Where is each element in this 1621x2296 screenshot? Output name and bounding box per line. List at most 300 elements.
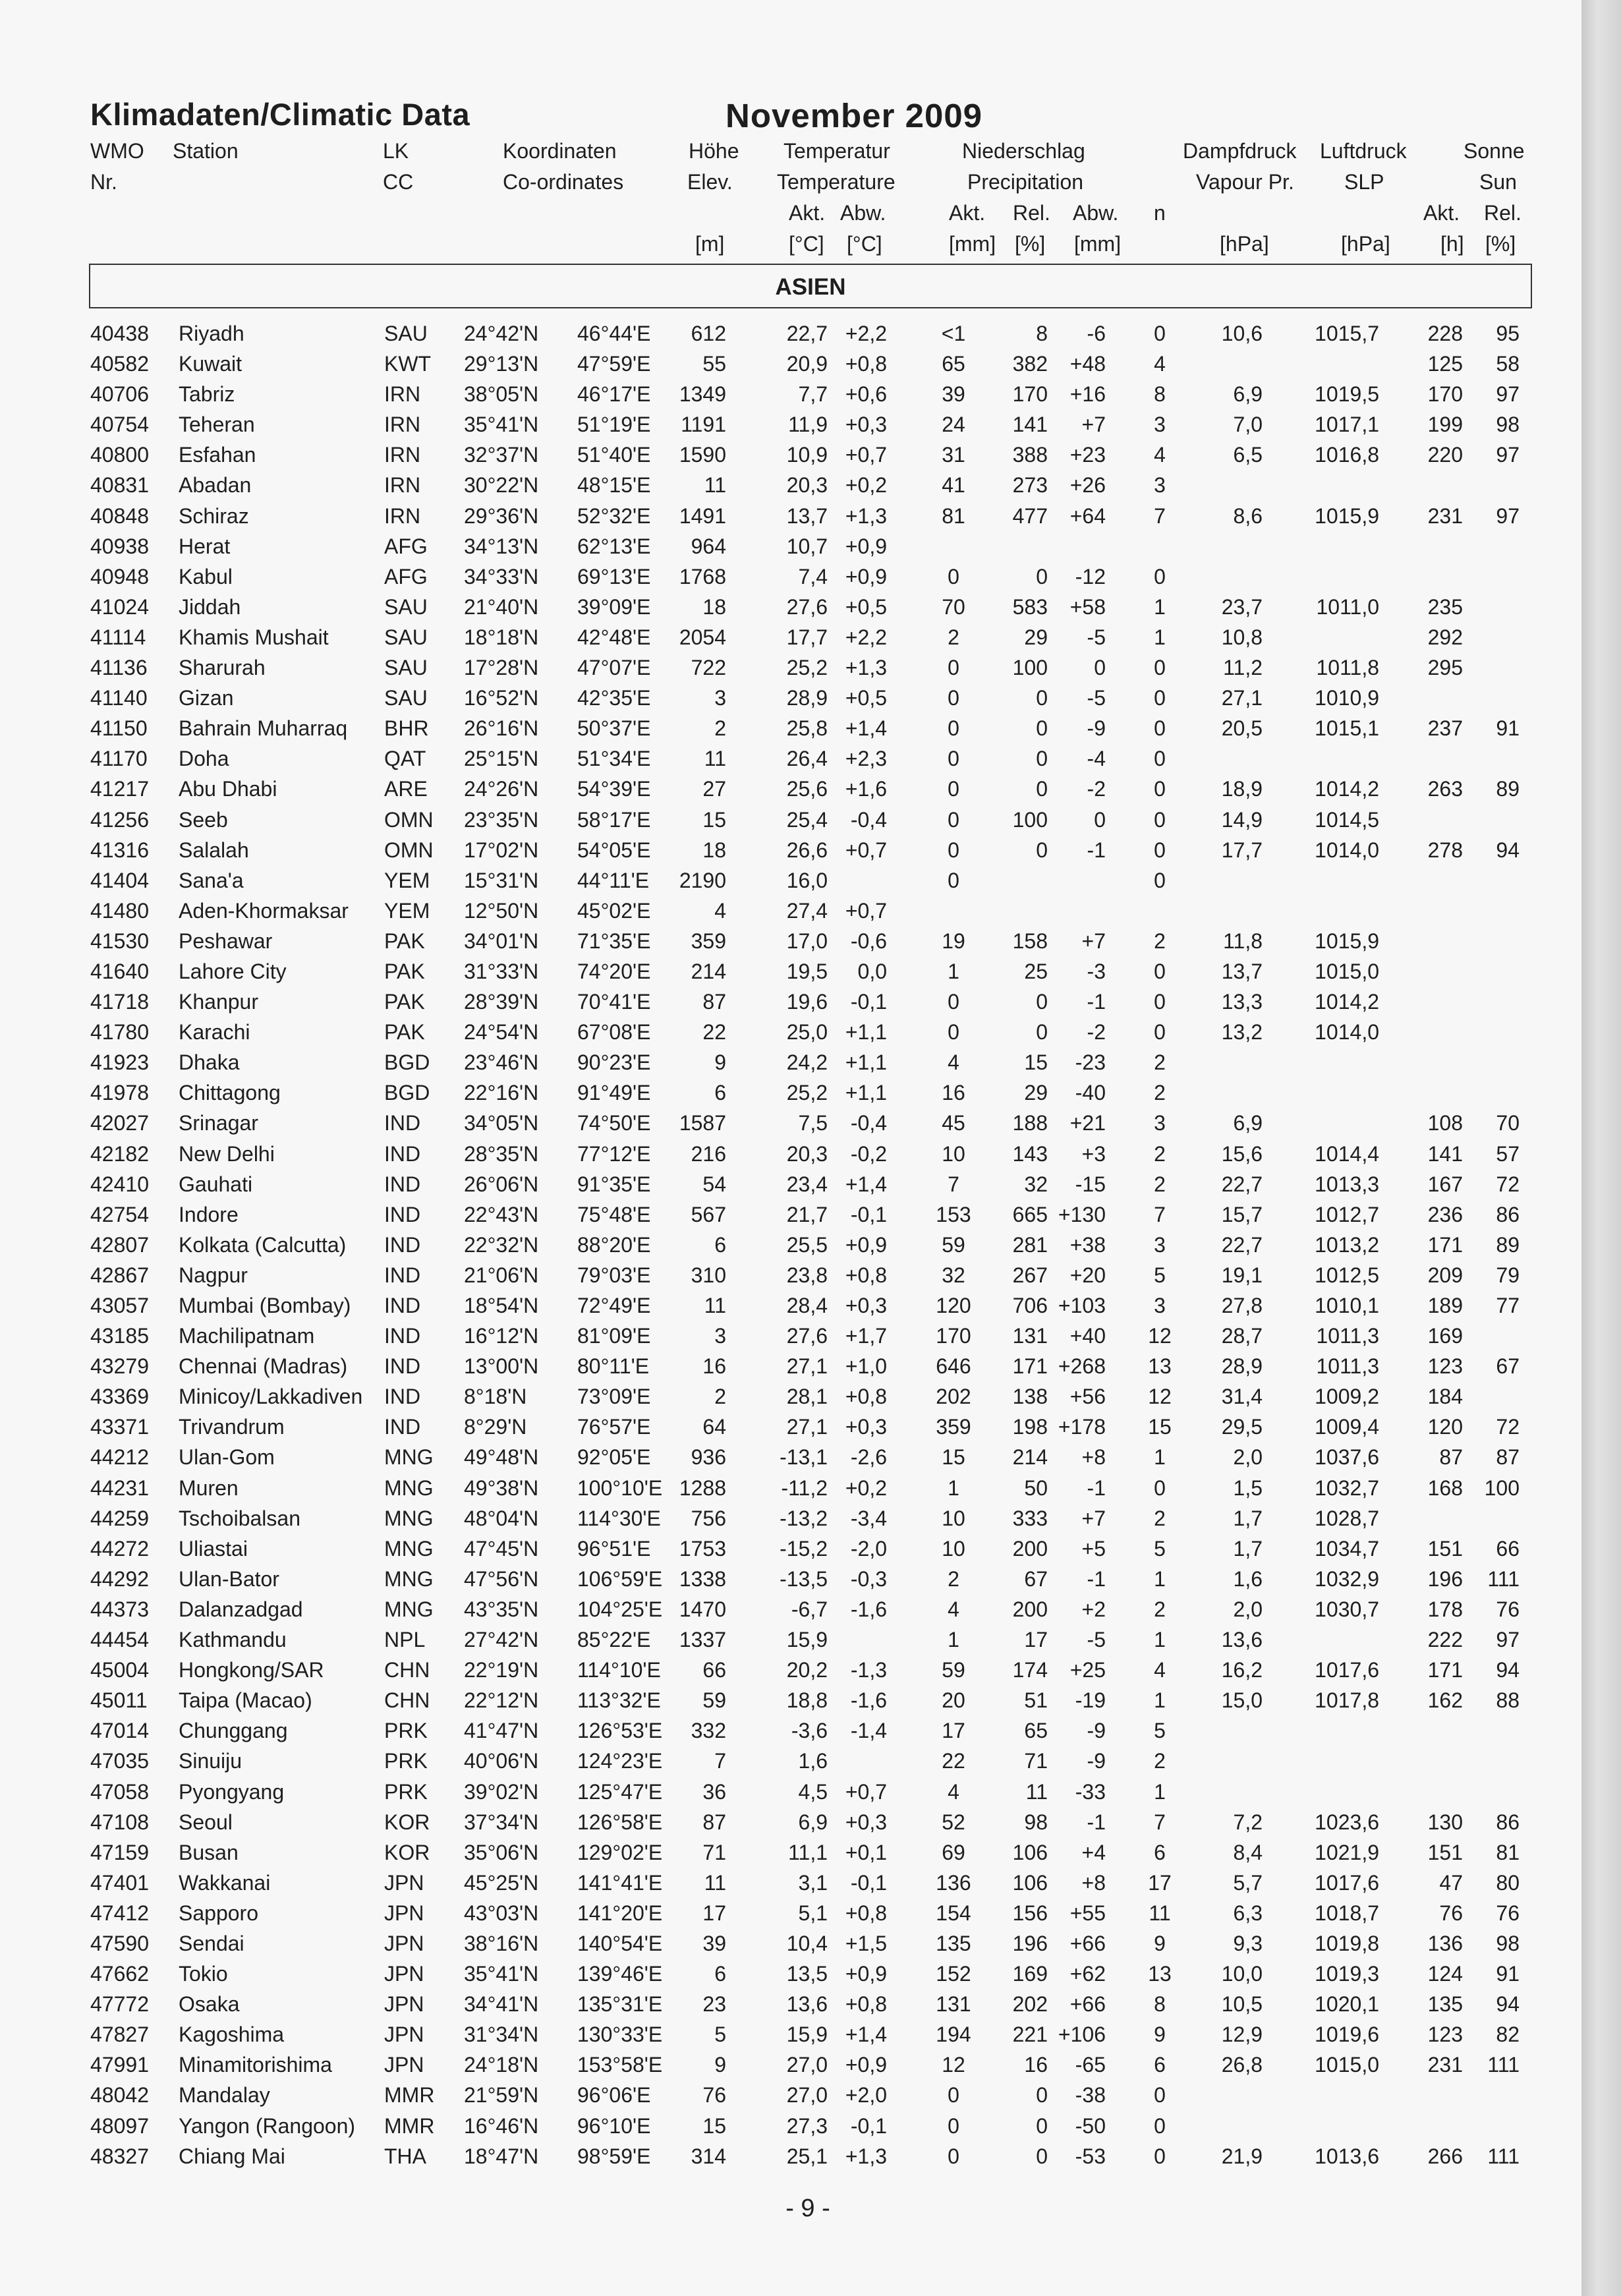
wmo-number: 45011 bbox=[90, 1688, 148, 1713]
latitude: 35°41'N bbox=[464, 1962, 539, 1986]
sea-level-pressure: 1016,8 bbox=[1315, 443, 1379, 467]
precip-deviation: +23 bbox=[1069, 443, 1106, 467]
latitude: 34°01'N bbox=[464, 929, 539, 953]
longitude: 52°32'E bbox=[577, 503, 651, 528]
wmo-number: 42410 bbox=[90, 1172, 149, 1196]
longitude: 130°33'E bbox=[577, 2023, 663, 2047]
wmo-number: 41024 bbox=[90, 594, 149, 619]
sunshine-relative: 72 bbox=[1496, 1172, 1520, 1196]
longitude: 141°41'E bbox=[577, 1870, 663, 1895]
precip-actual: 154 bbox=[936, 1901, 971, 1925]
table-row bbox=[0, 1505, 1581, 1535]
sunshine-hours: 135 bbox=[1427, 1992, 1463, 2017]
country-code: PAK bbox=[384, 990, 425, 1014]
sunshine-hours: 295 bbox=[1427, 656, 1463, 680]
temp-deviation: 0,0 bbox=[857, 959, 887, 983]
precip-days: 7 bbox=[1154, 1810, 1166, 1834]
sea-level-pressure: 1012,5 bbox=[1315, 1263, 1379, 1287]
vapour-pressure: 20,5 bbox=[1221, 716, 1263, 741]
vapour-pressure: 17,7 bbox=[1221, 838, 1263, 862]
sunshine-hours: 151 bbox=[1427, 1536, 1463, 1561]
elevation: 1587 bbox=[679, 1111, 726, 1135]
vapour-pressure: 7,2 bbox=[1233, 1810, 1263, 1834]
precip-days: 0 bbox=[1154, 990, 1166, 1014]
precip-actual: 10 bbox=[942, 1506, 965, 1530]
latitude: 26°06'N bbox=[464, 1172, 539, 1196]
station-name: Osaka bbox=[179, 1992, 240, 2017]
latitude: 15°31'N bbox=[464, 868, 539, 892]
station-name: Jiddah bbox=[179, 594, 241, 619]
elevation: 54 bbox=[702, 1172, 726, 1196]
latitude: 47°56'N bbox=[464, 1566, 539, 1591]
precip-relative: 16 bbox=[1024, 2053, 1048, 2077]
country-code: PRK bbox=[384, 1749, 428, 1773]
table-row bbox=[0, 1475, 1581, 1505]
station-name: Kathmandu bbox=[179, 1628, 287, 1652]
table-row bbox=[0, 1596, 1581, 1626]
latitude: 30°22'N bbox=[464, 473, 539, 498]
precip-days: 0 bbox=[1154, 686, 1166, 710]
wmo-number: 41780 bbox=[90, 1020, 149, 1045]
country-code: YEM bbox=[384, 898, 430, 923]
precip-relative: 281 bbox=[1012, 1232, 1048, 1257]
vapour-pressure: 13,7 bbox=[1221, 959, 1263, 983]
temp-deviation: +0,6 bbox=[845, 382, 887, 407]
longitude: 74°50'E bbox=[577, 1111, 651, 1135]
wmo-number: 48327 bbox=[90, 2144, 149, 2168]
precip-deviation: -9 bbox=[1087, 716, 1106, 741]
precip-actual: 0 bbox=[948, 564, 959, 588]
table-row bbox=[0, 1991, 1581, 2021]
wmo-number: 47827 bbox=[90, 2023, 149, 2047]
sea-level-pressure: 1037,6 bbox=[1315, 1445, 1379, 1470]
temp-actual: 27,4 bbox=[786, 898, 828, 923]
latitude: 12°50'N bbox=[464, 898, 539, 923]
header-vapour: Vapour Pr. bbox=[1196, 170, 1294, 194]
vapour-pressure: 1,7 bbox=[1233, 1536, 1263, 1561]
precip-actual: 202 bbox=[936, 1385, 971, 1409]
sunshine-relative: 97 bbox=[1496, 443, 1520, 467]
country-code: MNG bbox=[384, 1476, 434, 1500]
sunshine-hours: 171 bbox=[1427, 1232, 1463, 1257]
station-name: Tabriz bbox=[179, 382, 235, 407]
longitude: 70°41'E bbox=[577, 990, 651, 1014]
elevation: 11 bbox=[704, 473, 726, 498]
temp-actual: 27,0 bbox=[786, 2053, 828, 2077]
temp-actual: 7,4 bbox=[798, 564, 828, 588]
wmo-number: 40938 bbox=[90, 534, 149, 558]
table-row bbox=[0, 594, 1581, 624]
elevation: 17 bbox=[702, 1901, 726, 1925]
latitude: 34°33'N bbox=[464, 564, 539, 588]
temp-actual: -13,5 bbox=[780, 1566, 828, 1591]
temp-deviation: +1,5 bbox=[845, 1931, 887, 1955]
latitude: 43°03'N bbox=[464, 1901, 539, 1925]
vapour-pressure: 2,0 bbox=[1233, 1445, 1263, 1470]
sunshine-hours: 266 bbox=[1427, 2144, 1463, 2168]
header-wmo: WMO bbox=[90, 139, 144, 163]
precip-actual: 152 bbox=[936, 1962, 971, 1986]
table-row bbox=[0, 685, 1581, 715]
temp-actual: 16,0 bbox=[786, 868, 828, 892]
elevation: 216 bbox=[691, 1141, 726, 1166]
sea-level-pressure: 1009,4 bbox=[1315, 1415, 1379, 1439]
precip-deviation: +21 bbox=[1069, 1111, 1106, 1135]
latitude: 22°32'N bbox=[464, 1232, 539, 1257]
country-code: JPN bbox=[384, 1992, 424, 2017]
precip-deviation: -1 bbox=[1087, 990, 1106, 1014]
table-row bbox=[0, 351, 1581, 381]
temp-deviation: +0,8 bbox=[845, 1901, 887, 1925]
longitude: 140°54'E bbox=[577, 1931, 663, 1955]
vapour-pressure: 7,0 bbox=[1233, 413, 1263, 437]
precip-actual: 1 bbox=[948, 1476, 959, 1500]
elevation: 1288 bbox=[679, 1476, 726, 1500]
sunshine-relative: 86 bbox=[1496, 1202, 1520, 1226]
sea-level-pressure: 1011,8 bbox=[1316, 656, 1379, 680]
sunshine-hours: 47 bbox=[1439, 1870, 1463, 1895]
precip-relative: 25 bbox=[1024, 959, 1048, 983]
precip-actual: 170 bbox=[936, 1324, 971, 1348]
sunshine-relative: 94 bbox=[1496, 1658, 1520, 1682]
table-row bbox=[0, 563, 1581, 594]
vapour-pressure: 15,0 bbox=[1221, 1688, 1263, 1713]
precip-deviation: +8 bbox=[1081, 1870, 1106, 1895]
elevation: 6 bbox=[714, 1962, 726, 1986]
country-code: JPN bbox=[384, 2053, 424, 2077]
precip-relative: 267 bbox=[1012, 1263, 1048, 1287]
latitude: 24°54'N bbox=[464, 1020, 539, 1045]
station-name: Karachi bbox=[179, 1020, 250, 1045]
precip-days: 0 bbox=[1154, 807, 1166, 832]
country-code: IRN bbox=[384, 443, 421, 467]
precip-days: 9 bbox=[1154, 1931, 1166, 1955]
precip-deviation: +268 bbox=[1058, 1354, 1106, 1379]
sunshine-relative: 72 bbox=[1496, 1415, 1520, 1439]
sunshine-hours: 231 bbox=[1427, 503, 1463, 528]
wmo-number: 40582 bbox=[90, 352, 149, 376]
precip-actual: 1 bbox=[948, 1628, 959, 1652]
table-row bbox=[0, 2082, 1581, 2112]
table-row bbox=[0, 472, 1581, 502]
station-name: Kabul bbox=[179, 564, 233, 588]
wmo-number: 42867 bbox=[90, 1263, 149, 1287]
precip-days: 0 bbox=[1154, 322, 1166, 345]
latitude: 21°59'N bbox=[464, 2083, 539, 2108]
precip-deviation: -9 bbox=[1087, 1749, 1106, 1773]
precip-days: 5 bbox=[1154, 1719, 1166, 1743]
table-row bbox=[0, 1079, 1581, 1110]
table-row bbox=[0, 442, 1581, 472]
temp-deviation: +1,4 bbox=[845, 716, 887, 741]
precip-deviation: +7 bbox=[1081, 1506, 1106, 1530]
precip-actual: 0 bbox=[948, 777, 959, 801]
station-name: Schiraz bbox=[179, 503, 249, 528]
elevation: 1349 bbox=[679, 382, 726, 407]
precip-actual: 10 bbox=[942, 1536, 965, 1561]
precip-relative: 665 bbox=[1012, 1202, 1048, 1226]
precip-actual: 0 bbox=[948, 656, 959, 680]
table-row bbox=[0, 867, 1581, 898]
station-name: Yangon (Rangoon) bbox=[179, 2113, 356, 2138]
header-luftdruck: Luftdruck bbox=[1320, 139, 1407, 163]
latitude: 22°16'N bbox=[464, 1081, 539, 1105]
sea-level-pressure: 1014,0 bbox=[1315, 838, 1379, 862]
precip-actual: 0 bbox=[948, 686, 959, 710]
temp-deviation: +0,2 bbox=[845, 1476, 887, 1500]
latitude: 24°18'N bbox=[464, 2053, 539, 2077]
country-code: NPL bbox=[384, 1628, 426, 1652]
header-hoehe: Höhe bbox=[689, 139, 739, 163]
country-code: PAK bbox=[384, 959, 425, 983]
temp-actual: 25,0 bbox=[786, 1020, 828, 1045]
table-row bbox=[0, 1535, 1581, 1566]
latitude: 16°52'N bbox=[464, 686, 539, 710]
vapour-pressure: 31,4 bbox=[1221, 1385, 1263, 1409]
wmo-number: 41150 bbox=[90, 716, 148, 741]
longitude: 80°11'E bbox=[577, 1354, 650, 1379]
table-row bbox=[0, 1049, 1581, 1079]
longitude: 46°44'E bbox=[577, 322, 651, 345]
country-code: PAK bbox=[384, 1020, 425, 1045]
sunshine-relative: 81 bbox=[1496, 1840, 1520, 1864]
precip-days: 2 bbox=[1154, 929, 1166, 953]
sunshine-hours: 196 bbox=[1427, 1566, 1463, 1591]
header-precipitation: Precipitation bbox=[967, 170, 1084, 194]
table-row bbox=[0, 1292, 1581, 1323]
header-vapour-unit: [hPa] bbox=[1220, 232, 1269, 256]
precip-actual: 31 bbox=[942, 443, 965, 467]
report-month: November 2009 bbox=[725, 97, 983, 134]
country-code: MNG bbox=[384, 1566, 434, 1591]
latitude: 43°35'N bbox=[464, 1597, 539, 1621]
sea-level-pressure: 1011,0 bbox=[1316, 594, 1379, 619]
precip-relative: 200 bbox=[1012, 1597, 1048, 1621]
latitude: 16°46'N bbox=[464, 2113, 539, 2138]
precip-deviation: -2 bbox=[1087, 1020, 1106, 1045]
station-table bbox=[0, 320, 1581, 2173]
station-name: Dhaka bbox=[179, 1050, 240, 1075]
vapour-pressure: 6,5 bbox=[1233, 443, 1263, 467]
elevation: 22 bbox=[702, 1020, 726, 1045]
precip-relative: 0 bbox=[1036, 747, 1048, 771]
vapour-pressure: 1,5 bbox=[1233, 1476, 1263, 1500]
wmo-number: 41480 bbox=[90, 898, 149, 923]
country-code: IND bbox=[384, 1324, 421, 1348]
temp-actual: 4,5 bbox=[798, 1779, 828, 1804]
longitude: 96°10'E bbox=[577, 2113, 651, 2138]
temp-deviation: +0,9 bbox=[845, 534, 887, 558]
precip-relative: 0 bbox=[1036, 1020, 1048, 1045]
temp-deviation: +2,3 bbox=[845, 747, 887, 771]
sunshine-hours: 124 bbox=[1427, 1962, 1463, 1986]
wmo-number: 44454 bbox=[90, 1628, 149, 1652]
station-name: Hongkong/SAR bbox=[179, 1658, 324, 1682]
precip-deviation: +106 bbox=[1058, 2023, 1106, 2047]
precip-deviation: +58 bbox=[1069, 594, 1106, 619]
station-name: Chunggang bbox=[179, 1719, 288, 1743]
station-name: Sana'a bbox=[179, 868, 244, 892]
latitude: 49°38'N bbox=[464, 1476, 539, 1500]
elevation: 5 bbox=[714, 2023, 726, 2047]
sunshine-relative: 89 bbox=[1496, 777, 1520, 801]
elevation: 1590 bbox=[679, 443, 726, 467]
latitude: 22°19'N bbox=[464, 1658, 539, 1682]
precip-deviation: -23 bbox=[1075, 1050, 1106, 1075]
wmo-number: 41170 bbox=[90, 747, 148, 771]
sunshine-hours: 108 bbox=[1427, 1111, 1463, 1135]
country-code: MMR bbox=[384, 2113, 435, 2138]
sunshine-relative: 77 bbox=[1496, 1294, 1520, 1317]
table-row bbox=[0, 1232, 1581, 1262]
temp-actual: 20,2 bbox=[786, 1658, 828, 1682]
longitude: 42°48'E bbox=[577, 625, 651, 649]
sea-level-pressure: 1019,5 bbox=[1315, 382, 1379, 407]
longitude: 47°07'E bbox=[577, 656, 651, 680]
country-code: JPN bbox=[384, 2023, 424, 2047]
temp-actual: -13,2 bbox=[780, 1506, 828, 1530]
sunshine-relative: 88 bbox=[1496, 1688, 1520, 1713]
table-row bbox=[0, 2113, 1581, 2143]
station-name: Machilipatnam bbox=[179, 1324, 315, 1348]
precip-relative: 0 bbox=[1036, 2083, 1048, 2108]
sunshine-relative: 111 bbox=[1487, 1566, 1520, 1591]
sunshine-relative: 80 bbox=[1496, 1870, 1520, 1895]
station-name: Herat bbox=[179, 534, 231, 558]
precip-actual: 41 bbox=[942, 473, 965, 498]
table-row bbox=[0, 837, 1581, 867]
precip-deviation: -1 bbox=[1087, 1476, 1106, 1500]
longitude: 100°10'E bbox=[577, 1476, 663, 1500]
precip-days: 2 bbox=[1154, 1749, 1166, 1773]
sea-level-pressure: 1017,6 bbox=[1315, 1870, 1379, 1895]
sunshine-relative: 111 bbox=[1487, 2053, 1520, 2077]
temp-actual: 18,8 bbox=[786, 1688, 828, 1713]
wmo-number: 41256 bbox=[90, 807, 149, 832]
temp-deviation: +0,9 bbox=[845, 1232, 887, 1257]
country-code: IRN bbox=[384, 503, 421, 528]
station-name: Gizan bbox=[179, 686, 234, 710]
precip-actual: 10 bbox=[942, 1141, 965, 1166]
latitude: 47°45'N bbox=[464, 1536, 539, 1561]
elevation: 310 bbox=[691, 1263, 726, 1287]
station-name: Abu Dhabi bbox=[179, 777, 277, 801]
elevation: 1491 bbox=[679, 503, 726, 528]
sea-level-pressure: 1011,3 bbox=[1316, 1354, 1379, 1379]
longitude: 77°12'E bbox=[577, 1141, 651, 1166]
temp-deviation: -1,6 bbox=[850, 1597, 887, 1621]
elevation: 314 bbox=[691, 2144, 726, 2168]
header-precip-unit-1: [mm] bbox=[949, 232, 996, 256]
precip-deviation: -1 bbox=[1087, 838, 1106, 862]
temp-deviation: -3,4 bbox=[850, 1506, 887, 1530]
wmo-number: 47058 bbox=[90, 1779, 149, 1804]
country-code: SAU bbox=[384, 322, 428, 345]
temp-deviation: +0,8 bbox=[845, 1263, 887, 1287]
temp-deviation: +0,3 bbox=[845, 1294, 887, 1317]
precip-relative: 0 bbox=[1036, 2144, 1048, 2168]
precip-relative: 198 bbox=[1012, 1415, 1048, 1439]
vapour-pressure: 12,9 bbox=[1221, 2023, 1263, 2047]
country-code: IND bbox=[384, 1263, 421, 1287]
temp-actual: 28,1 bbox=[786, 1385, 828, 1409]
precip-days: 8 bbox=[1154, 382, 1166, 407]
country-code: JPN bbox=[384, 1870, 424, 1895]
precip-days: 0 bbox=[1154, 838, 1166, 862]
vapour-pressure: 27,1 bbox=[1221, 686, 1263, 710]
precip-days: 0 bbox=[1154, 777, 1166, 801]
sunshine-hours: 220 bbox=[1427, 443, 1463, 467]
temp-deviation: +0,3 bbox=[845, 413, 887, 437]
sea-level-pressure: 1015,9 bbox=[1315, 503, 1379, 528]
station-name: Tokio bbox=[179, 1962, 228, 1986]
table-row bbox=[0, 1566, 1581, 1596]
temp-actual: 25,6 bbox=[786, 777, 828, 801]
sunshine-relative: 94 bbox=[1496, 838, 1520, 862]
precip-days: 1 bbox=[1154, 1566, 1166, 1591]
vapour-pressure: 8,4 bbox=[1233, 1840, 1263, 1864]
vapour-pressure: 14,9 bbox=[1221, 807, 1263, 832]
precip-actual: 4 bbox=[948, 1050, 959, 1075]
precip-relative: 32 bbox=[1024, 1172, 1048, 1196]
precip-actual: 1 bbox=[948, 959, 959, 983]
vapour-pressure: 13,3 bbox=[1221, 990, 1263, 1014]
sea-level-pressure: 1017,1 bbox=[1315, 413, 1379, 437]
vapour-pressure: 10,8 bbox=[1221, 625, 1263, 649]
longitude: 58°17'E bbox=[577, 807, 651, 832]
precip-relative: 221 bbox=[1012, 2023, 1048, 2047]
elevation: 2 bbox=[714, 716, 726, 741]
temp-actual: 23,4 bbox=[786, 1172, 828, 1196]
precip-relative: 156 bbox=[1012, 1901, 1048, 1925]
latitude: 45°25'N bbox=[464, 1870, 539, 1895]
vapour-pressure: 9,3 bbox=[1233, 1931, 1263, 1955]
precip-days: 2 bbox=[1154, 1506, 1166, 1530]
sunshine-relative: 76 bbox=[1496, 1597, 1520, 1621]
elevation: 66 bbox=[702, 1658, 726, 1682]
precip-deviation: -12 bbox=[1075, 564, 1106, 588]
precip-deviation: +40 bbox=[1069, 1324, 1106, 1348]
sea-level-pressure: 1015,0 bbox=[1315, 2053, 1379, 2077]
header-temperature: Temperature bbox=[777, 170, 896, 194]
longitude: 135°31'E bbox=[577, 1992, 663, 2017]
longitude: 54°39'E bbox=[577, 777, 651, 801]
header-temp-unit-1: [°C] bbox=[789, 232, 824, 256]
precip-days: 0 bbox=[1154, 2113, 1166, 2138]
temp-actual: -6,7 bbox=[791, 1597, 828, 1621]
precip-relative: 29 bbox=[1024, 1081, 1048, 1105]
sunshine-hours: 189 bbox=[1427, 1294, 1463, 1317]
elevation: 964 bbox=[691, 534, 726, 558]
page-number: - 9 - bbox=[785, 2195, 830, 2222]
elevation: 6 bbox=[714, 1081, 726, 1105]
header-sun-unit-2: [%] bbox=[1485, 232, 1516, 256]
temp-actual: 26,4 bbox=[786, 747, 828, 771]
wmo-number: 41718 bbox=[90, 990, 149, 1014]
station-name: Mumbai (Bombay) bbox=[179, 1294, 351, 1317]
vapour-pressure: 1,6 bbox=[1233, 1566, 1263, 1591]
sunshine-relative: 57 bbox=[1496, 1141, 1520, 1166]
station-name: Khamis Mushait bbox=[179, 625, 329, 649]
table-row bbox=[0, 1019, 1581, 1049]
temp-actual: 25,8 bbox=[786, 716, 828, 741]
longitude: 48°15'E bbox=[577, 473, 651, 498]
precip-actual: 12 bbox=[942, 2053, 965, 2077]
precip-actual: 0 bbox=[948, 990, 959, 1014]
country-code: AFG bbox=[384, 564, 428, 588]
wmo-number: 43279 bbox=[90, 1354, 149, 1379]
longitude: 69°13'E bbox=[577, 564, 651, 588]
